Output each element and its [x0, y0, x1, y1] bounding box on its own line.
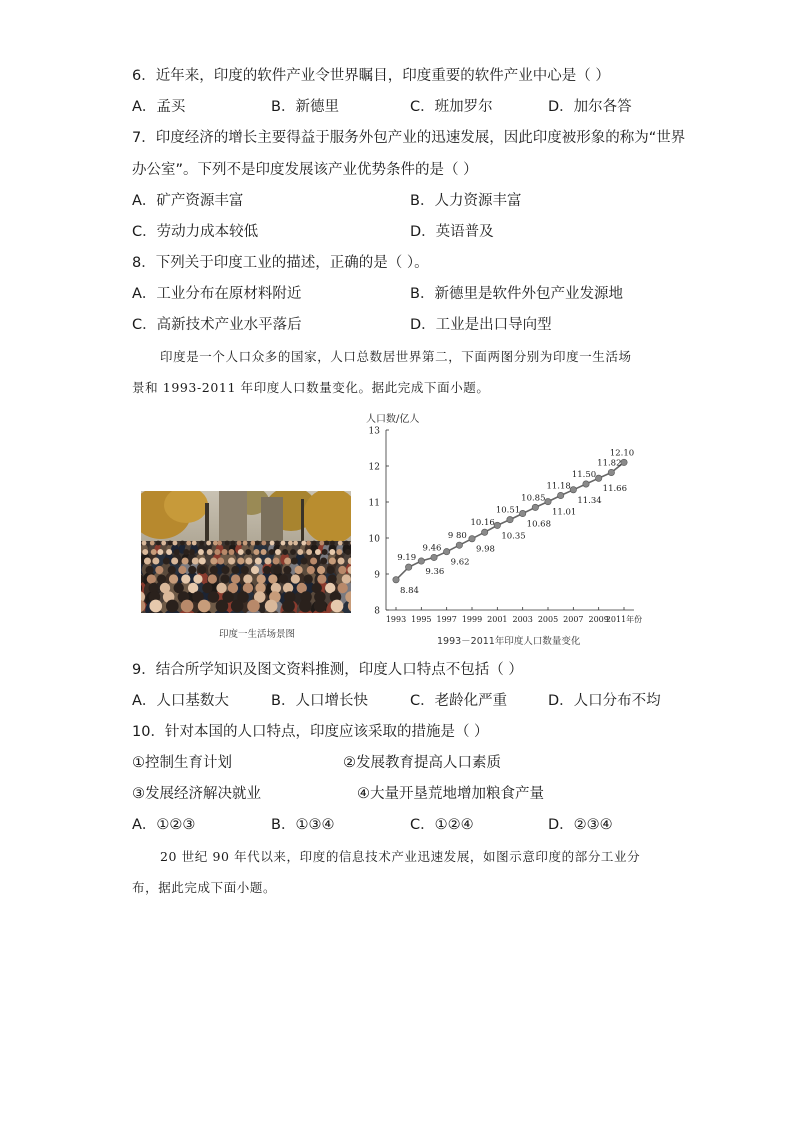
crowd-person-head [273, 566, 281, 574]
crowd-person-head [221, 566, 229, 574]
crowd-person-head [237, 541, 242, 546]
q6-option-d: D．加尔各答 [548, 99, 632, 115]
crowd-person-head [245, 549, 251, 555]
crowd-person-head [342, 574, 351, 583]
crowd-person-head [261, 541, 266, 546]
q8-option-a: A．工业分布在原材料附近 [132, 286, 302, 302]
q7-stem-line2: 办公室”。下列不是印度发展该产业优势条件的是（ ） [132, 162, 478, 178]
data-point [507, 516, 513, 522]
data-point [583, 481, 589, 487]
crowd-person-head [315, 549, 321, 555]
intro1-line1: 印度是一个人口众多的国家，人口总数居世界第二，下面两图分别为印度一生活场 [160, 349, 632, 364]
data-point [608, 469, 614, 475]
crowd-person-head [163, 557, 170, 564]
crowd-person-head [299, 600, 312, 613]
crowd-person-head [293, 541, 298, 546]
data-label: 8.84 [400, 585, 419, 596]
crowd-person-head [312, 541, 317, 546]
q9-option-b: B．人口增长快 [271, 693, 368, 709]
crowd-person-head [183, 549, 189, 555]
crowd-person-head [317, 574, 326, 583]
crowd-person-head [193, 574, 202, 583]
y-tick-label: 9 [374, 570, 380, 581]
q10-measure-4: ④大量开垦荒地增加粮食产量 [357, 786, 544, 802]
data-point [405, 564, 411, 570]
crowd-person-head [173, 541, 178, 546]
crowd-person-head [319, 541, 324, 546]
intro1-line2: 景和 1993-2011 年印度人口数量变化。据此完成下面小题。 [132, 380, 490, 395]
crowd-person-head [180, 541, 185, 546]
crowd-person-head [270, 541, 275, 546]
crowd-person-head [295, 566, 303, 574]
crowd-person-head [213, 541, 218, 546]
data-point [481, 529, 487, 535]
crowd-person-head [161, 541, 166, 546]
crowd-person-head [265, 600, 278, 613]
data-point [621, 459, 627, 465]
crowd-person-head [331, 600, 344, 613]
data-label: 12.10 [609, 448, 635, 459]
crowd-person-head [217, 557, 224, 564]
crowd-person-head [261, 549, 267, 555]
q10-option-a: A．①②③ [132, 817, 196, 833]
crowd-person-head [264, 557, 271, 564]
crowd-person-head [275, 541, 280, 546]
crowd-person-head [228, 557, 235, 564]
crowd-person-head [306, 549, 312, 555]
crowd-person-head [181, 574, 190, 583]
crowd-person-head [314, 600, 327, 613]
crowd-person-head [231, 574, 240, 583]
q6-option-c: C．班加罗尔 [410, 99, 493, 115]
data-label: 9.62 [450, 557, 470, 568]
crowd-person-head [220, 574, 229, 583]
crowd-photo [141, 491, 351, 613]
crowd-person-head [268, 574, 277, 583]
crowd-person-head [263, 566, 271, 574]
crowd-person-head [192, 541, 197, 546]
crowd-person-head [288, 541, 293, 546]
crowd-person-head [290, 549, 296, 555]
data-label: 9.46 [422, 543, 442, 554]
q7-option-d: D．英语普及 [410, 224, 494, 240]
x-tick-label: 2011年份 [605, 615, 643, 624]
crowd-person-head [198, 549, 204, 555]
data-point [494, 522, 500, 528]
crowd-person-head [210, 557, 217, 564]
crowd-person-head [214, 549, 220, 555]
crowd-person-head [155, 566, 163, 574]
crowd-person-head [326, 566, 334, 574]
crowd-person-head [150, 541, 155, 546]
crowd-person-head [328, 574, 337, 583]
crowd-person-head [152, 557, 159, 564]
crowd-person-head [178, 566, 186, 574]
crowd-person-head [231, 600, 244, 613]
crowd-person-head [157, 549, 163, 555]
crowd-person-head [243, 574, 252, 583]
crowd-person-head [199, 557, 206, 564]
data-label: 10.51 [495, 505, 521, 516]
crowd-person-head [247, 600, 260, 613]
crowd-person-head [174, 549, 180, 555]
data-label: 9.98 [476, 544, 495, 555]
crowd-person-head [284, 557, 291, 564]
x-tick-label: 1997 [436, 615, 457, 624]
data-point [532, 504, 538, 510]
crowd-person-head [254, 549, 260, 555]
crowd-person-head [330, 541, 335, 546]
data-label: 9.19 [397, 553, 417, 564]
crowd-person-head [283, 566, 291, 574]
crowd-person-head [188, 566, 196, 574]
crowd-person-head [189, 549, 195, 555]
q8-option-d: D．工业是出口导向型 [410, 317, 552, 333]
intro2-line1: 20 世纪 90 年代以来，印度的信息技术产业迅速发展，如图示意印度的部分工业分 [160, 849, 641, 864]
crowd-person-head [251, 541, 256, 546]
crowd-person-head [317, 566, 325, 574]
crowd-person-head [151, 549, 157, 555]
crowd-person-head [168, 541, 173, 546]
crowd-person-head [181, 600, 194, 613]
chart-ylabel: 人口数/亿人 [366, 414, 420, 425]
data-label: 9.36 [425, 567, 445, 578]
crowd-person-head [281, 541, 286, 546]
crowd-person-head [310, 557, 317, 564]
crowd-person-head [304, 574, 313, 583]
crowd-person-head [291, 557, 298, 564]
crowd-person-head [207, 549, 213, 555]
crowd-person-head [282, 600, 295, 613]
crowd-person-head [338, 541, 343, 546]
crowd-person-head [168, 566, 176, 574]
crowd-person-head [306, 541, 311, 546]
crowd-person-head [275, 549, 281, 555]
data-point [519, 510, 525, 516]
q7-stem-line1: 7．印度经济的增长主要得益于服务外包产业的迅速发展，因此印度被形象的称为“世界 [132, 130, 686, 146]
intro2-line2: 布，据此完成下面小题。 [132, 880, 277, 895]
crowd-person-head [320, 557, 327, 564]
crowd-photo-illustration [141, 491, 351, 613]
q6-stem: 6．近年来，印度的软件产业令世界瞩目，印度重要的软件产业中心是（ ） [132, 68, 610, 84]
q7-option-a: A．矿产资源丰富 [132, 193, 244, 209]
data-point [469, 536, 475, 542]
crowd-person-head [301, 557, 308, 564]
crowd-person-head [291, 574, 300, 583]
crowd-person-head [337, 583, 347, 593]
crowd-person-head [329, 549, 335, 555]
chart-title: 1993－2011年印度人口数量变化 [437, 636, 581, 647]
data-label: 10.16 [470, 518, 495, 529]
x-tick-label: 1999 [461, 615, 483, 624]
crowd-person-head [166, 600, 179, 613]
crowd-person-head [237, 557, 244, 564]
crowd-person-head [166, 549, 172, 555]
crowd-person-head [279, 574, 288, 583]
x-tick-label: 2005 [537, 615, 559, 624]
q6-option-b: B．新德里 [271, 99, 339, 115]
crowd-person-head [182, 557, 189, 564]
crowd-person-head [144, 557, 151, 564]
crowd-person-head [198, 566, 206, 574]
crowd-person-head [210, 566, 218, 574]
crowd-person-head [169, 574, 178, 583]
crowd-person-head [238, 549, 244, 555]
data-point [595, 475, 601, 481]
crowd-person-head [273, 557, 280, 564]
crowd-person-head [198, 600, 211, 613]
crowd-person-head [301, 541, 306, 546]
crowd-person-head [142, 541, 147, 546]
data-point [393, 577, 399, 583]
crowd-person-head [230, 541, 235, 546]
q10-option-d: D．②③④ [548, 817, 613, 833]
crowd-person-head [156, 541, 161, 546]
q10-measure-2: ②发展教育提高人口素质 [343, 755, 501, 771]
data-label: 10.35 [501, 531, 526, 542]
crowd-person-head [344, 541, 349, 546]
q10-option-b: B．①③④ [271, 817, 335, 833]
q9-stem: 9．结合所学知识及图文资料推测，印度人口特点不包括（ ） [132, 662, 523, 678]
y-tick-label: 11 [368, 498, 380, 509]
crowd-person-head [199, 541, 204, 546]
y-tick-label: 12 [368, 462, 380, 473]
data-point [570, 487, 576, 493]
crowd-person-head [208, 574, 217, 583]
data-label: 11.82 [597, 458, 622, 469]
data-point [545, 498, 551, 504]
x-tick-label: 2003 [512, 615, 533, 624]
q7-option-b: B．人力资源丰富 [410, 193, 522, 209]
crowd-person-head [231, 566, 239, 574]
crowd-person-head [186, 541, 191, 546]
q9-option-a: A．人口基数大 [132, 693, 229, 709]
q10-measure-1: ①控制生育计划 [132, 755, 232, 771]
q7-option-c: C．劳动力成本较低 [132, 224, 259, 240]
crowd-person-head [229, 549, 235, 555]
crowd-person-head [149, 600, 162, 613]
crowd-person-head [269, 549, 275, 555]
data-label: 9 80 [447, 531, 467, 542]
crowd-person-head [307, 566, 315, 574]
crowd-person-head [171, 557, 178, 564]
q9-option-c: C．老龄化严重 [410, 693, 508, 709]
q8-option-b: B．新德里是软件外包产业发源地 [410, 286, 623, 302]
crowd-person-head [157, 574, 166, 583]
crowd-person-head [329, 557, 336, 564]
data-point [431, 554, 437, 560]
crowd-person-head [257, 574, 266, 583]
crowd-person-head [206, 541, 211, 546]
y-tick-label: 8 [374, 606, 380, 617]
crowd-person-head [255, 557, 262, 564]
data-point [443, 548, 449, 554]
crowd-person-head [245, 557, 252, 564]
crowd-person-head [337, 557, 344, 564]
q10-measure-3: ③发展经济解决就业 [132, 786, 261, 802]
crowd-person-head [324, 541, 329, 546]
crowd-person-head [338, 566, 346, 574]
crowd-person-head [297, 549, 303, 555]
q10-stem: 10．针对本国的人口特点，印度应该采取的措施是（ ） [132, 724, 489, 740]
crowd-person-head [251, 566, 259, 574]
crowd-person-head [241, 566, 249, 574]
crowd-person-head [217, 541, 222, 546]
population-chart-svg [354, 410, 654, 650]
data-point [557, 492, 563, 498]
crowd-person-head [255, 541, 260, 546]
x-tick-label: 2001 [487, 615, 508, 624]
crowd-person-head [243, 541, 248, 546]
data-label: 11.18 [546, 481, 571, 492]
data-point [418, 558, 424, 564]
q10-option-c: C．①②④ [410, 817, 474, 833]
x-tick-label: 1995 [411, 615, 432, 624]
x-tick-label: 1993 [385, 615, 407, 624]
x-tick-label: 2009 [588, 615, 609, 624]
data-label: 11.34 [577, 495, 602, 506]
y-tick-label: 10 [368, 534, 380, 545]
q8-stem: 8．下列关于印度工业的描述，正确的是（ ）。 [132, 255, 429, 271]
population-chart [354, 410, 654, 650]
q9-option-d: D．人口分布不均 [548, 693, 661, 709]
data-label: 11.50 [571, 470, 597, 480]
crowd-person-head [145, 566, 153, 574]
crowd-person-head [142, 549, 148, 555]
crowd-person-head [336, 549, 342, 555]
y-tick-label: 13 [368, 426, 380, 437]
crowd-person-head [282, 549, 288, 555]
data-label: 10.85 [521, 493, 546, 504]
crowd-person-head [216, 583, 226, 593]
crowd-person-head [322, 549, 328, 555]
crowd-person-head [192, 557, 199, 564]
data-label: 10.68 [526, 519, 552, 530]
data-label: 11.01 [552, 507, 577, 518]
crowd-person-head [202, 583, 212, 593]
crowd-person-head [208, 591, 220, 603]
q6-option-a: A．孟买 [132, 99, 186, 115]
q8-option-c: C．高新技术产业水平落后 [132, 317, 302, 333]
crowd-person-head [222, 549, 228, 555]
crowd-person-head [225, 541, 230, 546]
crowd-person-head [216, 600, 229, 613]
x-tick-label: 2007 [563, 615, 584, 624]
crowd-person-head [147, 574, 156, 583]
crowd-person-head [345, 549, 351, 555]
photo-caption: 印度一生活场景图 [219, 629, 296, 640]
data-label: 11.66 [602, 484, 628, 495]
data-point [456, 542, 462, 548]
